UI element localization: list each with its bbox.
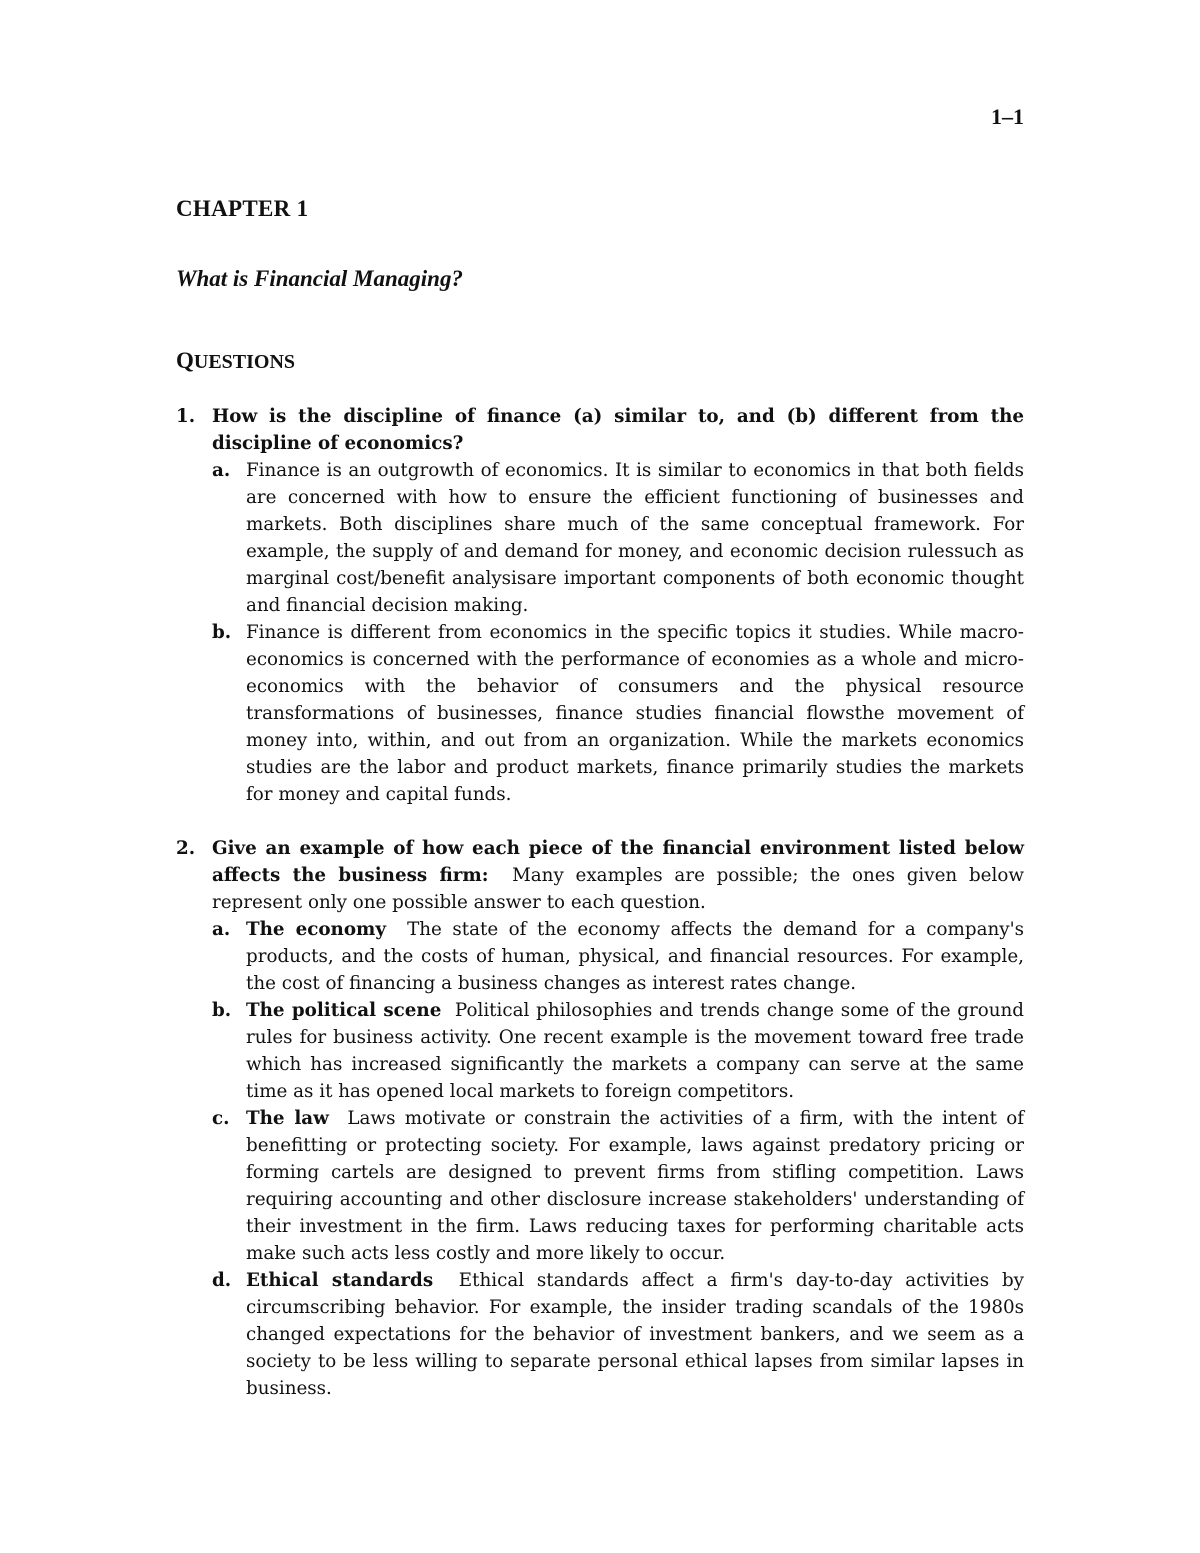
answer-text: Finance is different from economics in the specific topics it studies. While macro-economics is concerned with the performance of economies as a whole and micro-economics with the behavior of consumers and the physical resource transformations of businesses, finance studies financial flowsthe movement of money into, within, and out from an organization. While the markets economics studies are the labor and product markets, finance primarily studies the markets for money and capital funds. [246, 622, 1024, 805]
answer-text: Laws motivate or constrain the activities of a firm, with the intent of benefitting or protecting society. For example, laws against predatory pricing or forming cartels are designed to prevent firms from stifling competition. Laws requiring accounting and other disclosure increase stakeholders' understanding of their investment in the firm. Laws reducing taxes for performing charitable acts make such acts less costly and more likely to occur. [246, 1108, 1025, 1264]
question-title: Give an example of how each piece of the financial environment listed below affects the business firm: [212, 838, 1024, 886]
question-title: How is the discipline of finance (a) similar to, and (b) different from the discipline of economics? [212, 406, 1024, 454]
answer-term: Ethical standards [246, 1270, 434, 1291]
answer-letter: c. [212, 1108, 230, 1129]
answer-letter: d. [212, 1270, 232, 1291]
question-number: 1. [176, 406, 196, 427]
answer-letter: a. [212, 919, 231, 940]
section-heading-rest: UESTIONS [193, 351, 296, 373]
answer-text: Political philosophies and trends change some of the ground rules for business activity. One recent example is the movement toward free trade which has increased significantly the markets a company can serve at the same time as it has opened local markets to foreign competitors. [246, 1000, 1024, 1102]
answer-text-container [246, 1105, 1024, 1267]
question-body [212, 403, 1024, 808]
answer-item [212, 457, 1024, 619]
question-header [212, 835, 1024, 916]
spacer [176, 808, 1024, 835]
answer-letter: b. [212, 1000, 232, 1021]
answer-item [212, 997, 1024, 1105]
answer-text: Finance is an outgrowth of economics. It is similar to economics in that both fields are concerned with how to ensure the efficient functioning of businesses and markets. Both disciplines share much of the same conceptual framework. For example, the supply of and demand for money, and economic decision rulessuch as marginal cost/benefit analysisare important components of both economic thought and financial decision making. [246, 460, 1024, 616]
answer-term: The political scene [246, 1000, 442, 1021]
section-heading [176, 348, 295, 374]
answer-letter: a. [212, 460, 231, 481]
answer-item [212, 1105, 1024, 1267]
question-2 [176, 835, 1024, 1402]
question-intro: Many examples are possible; the ones given below represent only one possible answer to each question. [212, 865, 1024, 913]
answer-item [212, 1267, 1024, 1402]
answer-text: Ethical standards affect a firm's day-to-day activities by circumscribing behavior. For example, the insider trading scandals of the 1980s changed expectations for the behavior of investment bankers, and we seem as a society to be less willing to separate personal ethical lapses from similar lapses in business. [246, 1270, 1025, 1399]
answer-item [212, 916, 1024, 997]
answer-term: The law [246, 1108, 329, 1129]
answer-item [212, 619, 1024, 808]
answer-text: The state of the economy affects the demand for a company's products, and the costs of human, physical, and financial resources. For example, the cost of financing a business changes as interest rates change. [246, 919, 1024, 994]
question-1 [176, 403, 1024, 808]
answer-text-container [246, 916, 1024, 997]
chapter-title: CHAPTER 1 [176, 196, 309, 221]
question-body [212, 835, 1024, 1402]
question-number: 2. [176, 838, 196, 859]
answer-term: The economy [246, 919, 387, 940]
page-number: 1–1 [991, 104, 1024, 129]
answer-text-container [246, 1267, 1024, 1402]
answer-text-container [246, 997, 1024, 1105]
section-heading-initial: Q [176, 348, 194, 373]
chapter-subtitle: What is Financial Managing? [176, 266, 463, 291]
questions-list [176, 403, 1024, 1402]
answer-letter: b. [212, 622, 232, 643]
